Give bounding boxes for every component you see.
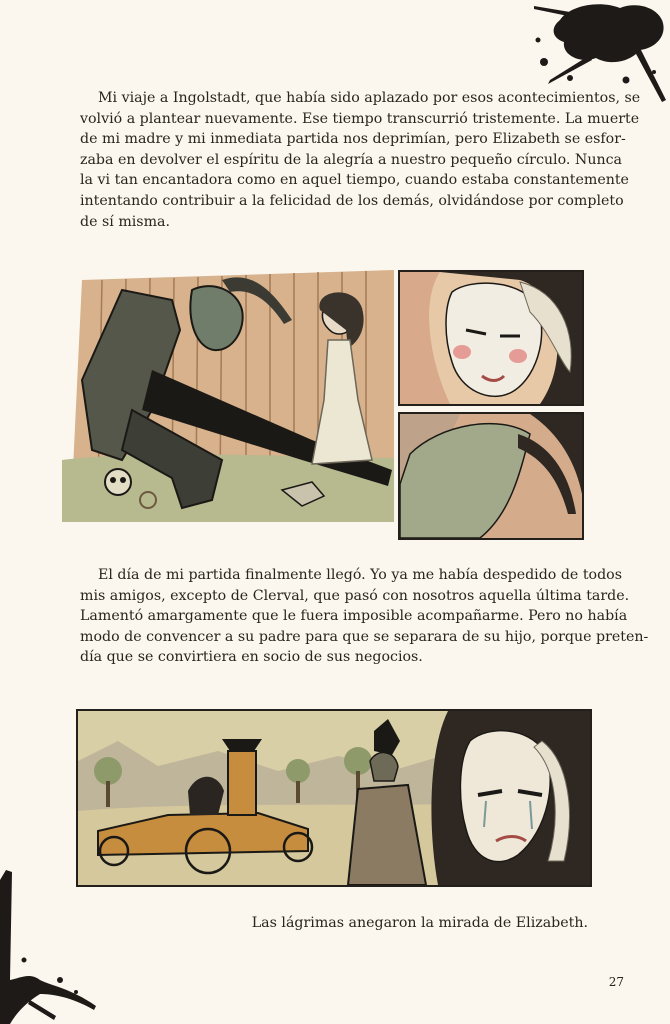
paragraph-2 xyxy=(80,565,649,668)
caption: Las lágrimas anegaron la mirada de Elizabeth. xyxy=(251,915,588,931)
paragraph-line: modo de convencer a su padre para que se separara de su hijo, porque preten- xyxy=(80,628,649,645)
panel-elizabeth-face-closeup xyxy=(398,270,584,406)
paragraph-line: volvió a plantear nuevamente. Ese tiempo transcurrió tristemente. La muerte xyxy=(80,110,640,127)
page-number: 27 xyxy=(608,975,624,989)
paragraph-line: Mi viaje a Ingolstadt, que había sido aplazado por esos acontecimientos, se xyxy=(98,90,641,106)
paragraph-line: de sí misma. xyxy=(80,213,171,230)
panel-elizabeth-shoulder xyxy=(398,412,584,540)
paragraph-line: mis amigos, excepto de Clerval, que pasó con nosotros aquella última tarde. xyxy=(80,587,630,604)
paragraph-line: día que se convirtiera en socio de sus negocios. xyxy=(80,649,423,666)
panel-departure-scene xyxy=(76,709,592,887)
paragraph-line: de mi madre y mi inmediata partida nos deprimían, pero Elizabeth se esfor- xyxy=(80,131,626,148)
paragraph-line: intentando contribuir a la felicidad de los demás, olvidándose por completo xyxy=(80,192,624,209)
paragraph-line: Lamentó amargamente que le fuera imposible acompañarme. Pero no había xyxy=(80,608,628,625)
illustration-creature-and-elizabeth xyxy=(62,260,394,522)
paragraph-line: zaba en devolver el espíritu de la alegría a nuestro pequeño círculo. Nunca xyxy=(80,151,622,168)
paragraph-1 xyxy=(80,88,641,232)
paragraph-line: la vi tan encantadora como en aquel tiempo, cuando estaba constantemente xyxy=(80,172,629,189)
paragraph-line: El día de mi partida finalmente llegó. Yo ya me había despedido de todos xyxy=(98,567,622,583)
